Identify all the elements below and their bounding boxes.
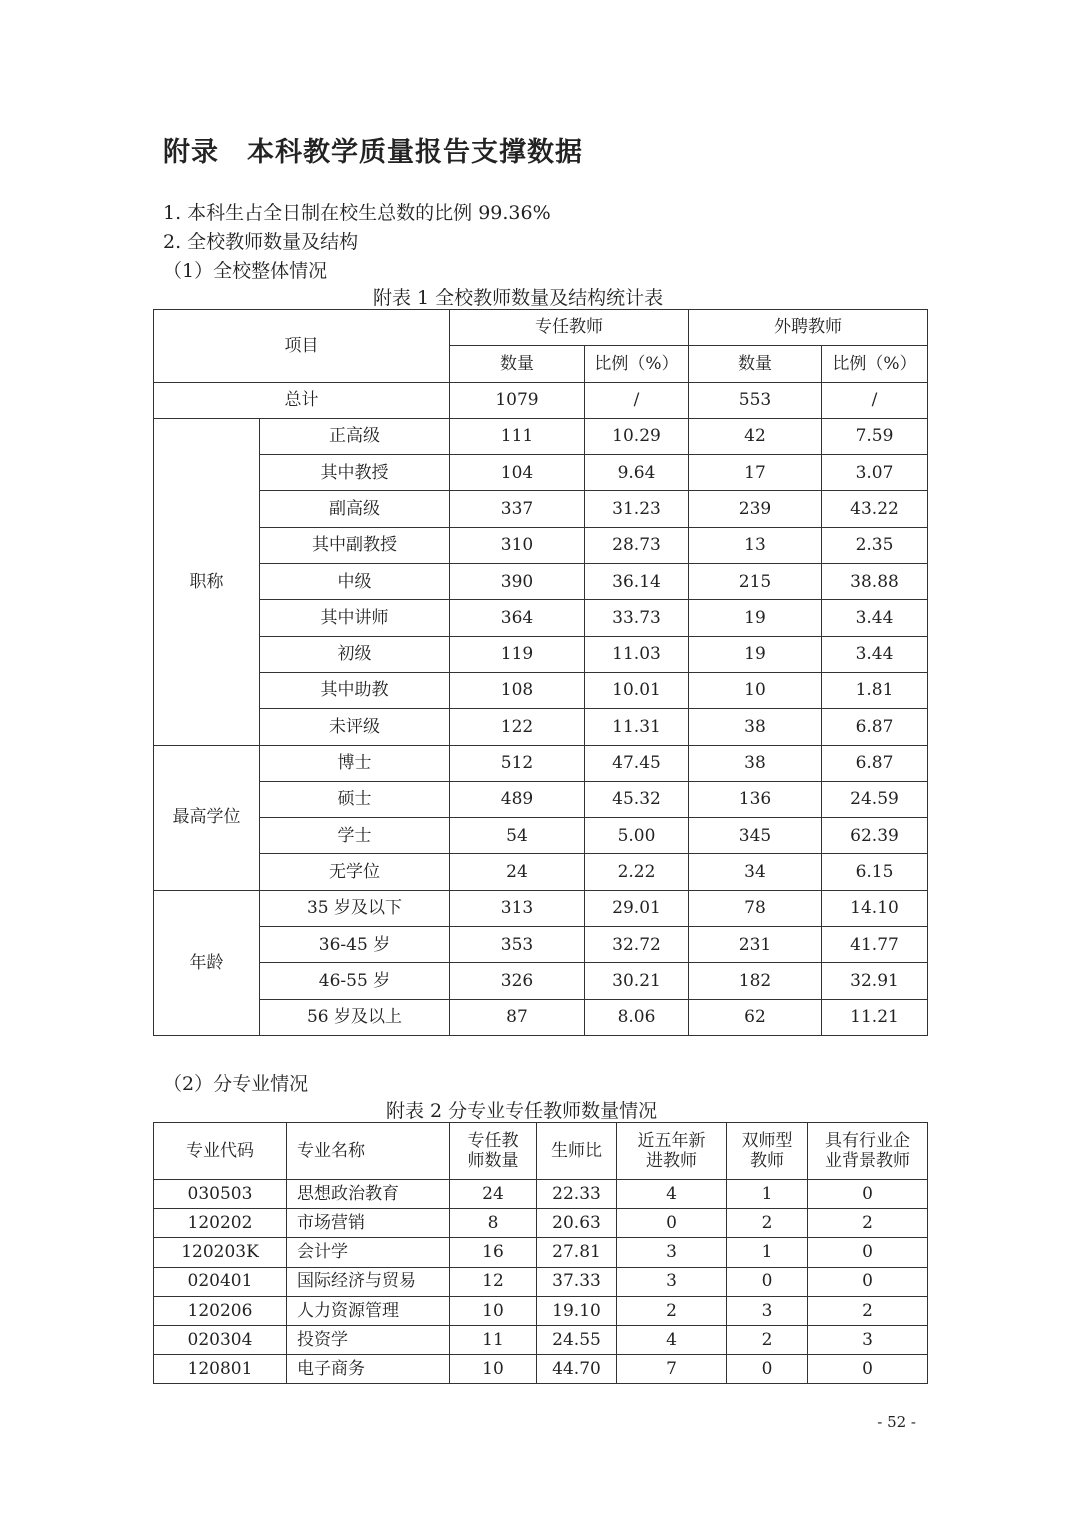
table-cell: 104 [450,455,585,491]
table-cell: 12 [450,1267,537,1296]
table-cell: 29.01 [585,890,689,926]
row-label: 中级 [260,564,450,600]
table-row [154,745,928,781]
row-label: 46-55 岁 [260,963,450,999]
table-cell: 22.33 [537,1180,617,1209]
row-label: 硕士 [260,781,450,817]
table-cell: 0 [808,1267,928,1296]
table-row [154,818,928,854]
table-cell: 20.63 [537,1209,617,1238]
table-cell: 14.10 [822,890,928,926]
table-cell: 54 [450,818,585,854]
table-cell: 489 [450,781,585,817]
table-row [154,491,928,527]
table-row [154,1267,928,1296]
table-row [154,781,928,817]
column-header [537,1123,617,1180]
table-cell: 120206 [154,1296,287,1325]
table-cell: 投资学 [287,1325,450,1354]
table-cell: 19.10 [537,1296,617,1325]
table-cell: 42 [689,418,822,454]
table-cell: 0 [727,1267,808,1296]
table-cell: 34 [689,854,822,890]
row-label: 无学位 [260,854,450,890]
table-cell: 10.29 [585,418,689,454]
table-cell: 3 [727,1296,808,1325]
table-cell: 345 [689,818,822,854]
row-label: 36-45 岁 [260,927,450,963]
table-cell: 231 [689,927,822,963]
table-row [154,600,928,636]
table-row [154,672,928,708]
group-label: 年龄 [154,890,260,1035]
row-label: 56 岁及以上 [260,999,450,1035]
table-cell: 思想政治教育 [287,1180,450,1209]
row-label: 其中讲师 [260,600,450,636]
header-fulltime: 专任教师 [450,310,689,346]
table-cell: 31.23 [585,491,689,527]
column-header [617,1123,727,1180]
table-row [154,890,928,926]
table-cell: 0 [727,1355,808,1384]
subsection-overall: （1）全校整体情况 [163,260,328,282]
table-row [154,455,928,491]
table-header-row [154,310,928,346]
table-row [154,963,928,999]
table-cell: 7 [617,1355,727,1384]
table-cell: 1 [727,1238,808,1267]
table-row [154,1355,928,1384]
table-cell: 108 [450,672,585,708]
header-count: 数量 [689,346,822,382]
table-row [154,527,928,563]
table-cell: 111 [450,418,585,454]
table-cell: 353 [450,927,585,963]
table-cell: 24.55 [537,1325,617,1354]
page-number: - 52 - [877,1413,916,1431]
table-cell: 326 [450,963,585,999]
table-cell: 10 [450,1355,537,1384]
table2-caption: 附表 2 分专业专任教师数量情况 [386,1100,658,1122]
table-cell: 3.44 [822,636,928,672]
table-cell: 3.44 [822,600,928,636]
table-cell: 0 [808,1238,928,1267]
column-header [287,1123,450,1180]
table-header-row [154,1123,928,1180]
table-cell: 11.21 [822,999,928,1035]
table-cell: 41.77 [822,927,928,963]
table-cell: 32.91 [822,963,928,999]
table-cell: 3 [617,1267,727,1296]
row-label: 其中教授 [260,455,450,491]
table-cell: 24.59 [822,781,928,817]
table-cell: 电子商务 [287,1355,450,1384]
table-cell: 2.22 [585,854,689,890]
table-cell: 国际经济与贸易 [287,1267,450,1296]
table-cell: 会计学 [287,1238,450,1267]
table-cell: 8 [450,1209,537,1238]
table-cell: 215 [689,564,822,600]
header-ratio: 比例（%） [585,346,689,382]
table-cell: 2 [808,1296,928,1325]
table-cell: 45.32 [585,781,689,817]
table-row [154,564,928,600]
table-cell: 33.73 [585,600,689,636]
total-label: 总计 [154,382,450,418]
major-teacher-table [153,1122,928,1384]
table-cell: 390 [450,564,585,600]
column-header-text: 双师型 [741,1130,793,1151]
table-cell: 10 [689,672,822,708]
table-cell: 62.39 [822,818,928,854]
table-cell: 6.15 [822,854,928,890]
table-cell: 47.45 [585,745,689,781]
table-cell: 78 [689,890,822,926]
table-cell: 7.59 [822,418,928,454]
table-cell: 2 [808,1209,928,1238]
table-cell: 120801 [154,1355,287,1384]
table-cell: 32.72 [585,927,689,963]
column-header [154,1123,287,1180]
table-cell: 313 [450,890,585,926]
column-header-text: 专业名称 [297,1140,365,1161]
table-cell: 38 [689,745,822,781]
column-header-text: 专任教 [467,1130,519,1151]
table-row [154,1180,928,1209]
teacher-structure-table [153,309,928,1036]
table-cell: 5.00 [585,818,689,854]
table-cell: / [822,382,928,418]
table-cell: 24 [450,1180,537,1209]
table-row [154,709,928,745]
column-header-text: 师数量 [467,1151,519,1171]
row-label: 未评级 [260,709,450,745]
table-cell: 2.35 [822,527,928,563]
table-row [154,999,928,1035]
table-cell: 1 [727,1180,808,1209]
table-cell: 1079 [450,382,585,418]
table-cell: 3 [808,1325,928,1354]
table-cell: 36.14 [585,564,689,600]
table-cell: 8.06 [585,999,689,1035]
table-row [154,854,928,890]
table-cell: 310 [450,527,585,563]
row-label: 其中助教 [260,672,450,708]
table-cell: 44.70 [537,1355,617,1384]
table-cell: 11 [450,1325,537,1354]
table-cell: 62 [689,999,822,1035]
header-item: 项目 [154,310,450,383]
table-row [154,636,928,672]
table-row [154,1296,928,1325]
row-label: 副高级 [260,491,450,527]
table-cell: 10 [450,1296,537,1325]
table-cell: 6.87 [822,709,928,745]
table-cell: 3.07 [822,455,928,491]
column-header-text: 近五年新 [637,1130,706,1151]
column-header-text: 生师比 [551,1140,602,1161]
table-cell: 24 [450,854,585,890]
table-cell: 27.81 [537,1238,617,1267]
row-label: 学士 [260,818,450,854]
table-cell: 337 [450,491,585,527]
table-cell: 136 [689,781,822,817]
table-cell: 市场营销 [287,1209,450,1238]
page-title: 附录 本科教学质量报告支撑数据 [163,137,583,168]
column-header-text: 教师 [750,1151,784,1171]
table-cell: 2 [727,1325,808,1354]
table-cell: 120203K [154,1238,287,1267]
table-cell: 2 [617,1296,727,1325]
header-external: 外聘教师 [689,310,928,346]
column-header-text: 进教师 [646,1151,697,1171]
table-cell: 87 [450,999,585,1035]
table-cell: 0 [617,1209,727,1238]
table-cell: 11.03 [585,636,689,672]
table-cell: 4 [617,1180,727,1209]
table-cell: 37.33 [537,1267,617,1296]
table-row [154,418,928,454]
row-label: 其中副教授 [260,527,450,563]
table-cell: 9.64 [585,455,689,491]
table-cell: 030503 [154,1180,287,1209]
column-header [450,1123,537,1180]
table-cell: 1.81 [822,672,928,708]
table-row-total [154,382,928,418]
table-cell: 43.22 [822,491,928,527]
column-header [808,1123,928,1180]
table-cell: 人力资源管理 [287,1296,450,1325]
table-row [154,927,928,963]
header-count: 数量 [450,346,585,382]
table-cell: 11.31 [585,709,689,745]
row-label: 初级 [260,636,450,672]
column-header-text: 专业代码 [186,1140,254,1161]
table-cell: 30.21 [585,963,689,999]
table-cell: 020401 [154,1267,287,1296]
column-header-text: 业背景教师 [825,1151,910,1171]
table-cell: 10.01 [585,672,689,708]
column-header [727,1123,808,1180]
table-cell: 553 [689,382,822,418]
row-label: 35 岁及以下 [260,890,450,926]
table-cell: 120202 [154,1209,287,1238]
group-label: 最高学位 [154,745,260,890]
table-cell: 122 [450,709,585,745]
header-ratio: 比例（%） [822,346,928,382]
row-label: 正高级 [260,418,450,454]
row-label: 博士 [260,745,450,781]
table-cell: 3 [617,1238,727,1267]
table-cell: 13 [689,527,822,563]
table1-caption: 附表 1 全校教师数量及结构统计表 [373,287,664,309]
table-cell: 119 [450,636,585,672]
table-row [154,1209,928,1238]
item-undergrad-ratio: 1. 本科生占全日制在校生总数的比例 99.36% [163,202,551,224]
table-cell: 19 [689,636,822,672]
table-cell: 182 [689,963,822,999]
table-cell: 28.73 [585,527,689,563]
table-cell: 38.88 [822,564,928,600]
column-header-text: 具有行业企 [825,1130,910,1151]
table-cell: / [585,382,689,418]
table-cell: 2 [727,1209,808,1238]
table-cell: 16 [450,1238,537,1267]
subsection-by-major: （2）分专业情况 [163,1073,309,1095]
item-teacher-structure: 2. 全校教师数量及结构 [163,231,359,253]
table-cell: 020304 [154,1325,287,1354]
table-row [154,1238,928,1267]
group-label: 职称 [154,418,260,745]
table-cell: 17 [689,455,822,491]
table-cell: 512 [450,745,585,781]
table-cell: 19 [689,600,822,636]
table-cell: 6.87 [822,745,928,781]
table-cell: 4 [617,1325,727,1354]
table-cell: 364 [450,600,585,636]
table-cell: 239 [689,491,822,527]
table-cell: 38 [689,709,822,745]
table-row [154,1325,928,1354]
table-cell: 0 [808,1180,928,1209]
table-cell: 0 [808,1355,928,1384]
